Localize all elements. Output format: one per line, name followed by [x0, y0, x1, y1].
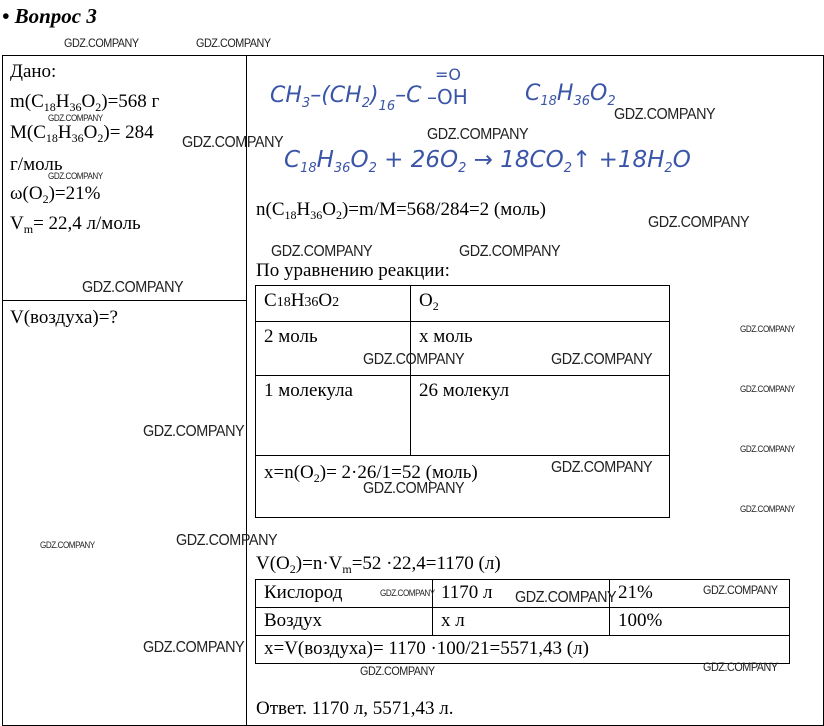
watermark: GDZ.COMPANY — [740, 384, 795, 394]
watermark: GDZ.COMPANY — [40, 540, 95, 550]
watermark: GDZ.COMPANY — [515, 589, 617, 606]
watermark: GDZ.COMPANY — [82, 279, 184, 296]
watermark: GDZ.COMPANY — [271, 243, 373, 260]
svg-text:C18H36O2: $C_{18}H_{36}O_2$ — [525, 81, 616, 109]
table-cell: 21% — [610, 580, 790, 608]
volume-calculation: $V(O_2)=n\cdot V_m=52 \cdot 22,4=1170$ (л) — [256, 553, 501, 576]
given-oxygen-fraction: $\omega(O_2)=21\%$ — [10, 183, 101, 206]
column-divider — [246, 55, 247, 726]
watermark: GDZ.COMPANY — [143, 423, 245, 440]
watermark: GDZ.COMPANY — [360, 664, 435, 678]
table-row — [256, 376, 670, 456]
watermark: GDZ.COMPANY — [459, 243, 561, 260]
table-cell: Кислород — [256, 580, 433, 608]
watermark: GDZ.COMPANY — [48, 171, 103, 181]
watermark: GDZ.COMPANY — [551, 351, 653, 368]
table-cell: 100% — [610, 608, 790, 636]
watermark: GDZ.COMPANY — [648, 214, 750, 231]
watermark: GDZ.COMPANY — [740, 504, 795, 514]
table-cell: x моль — [411, 322, 670, 376]
given-molar-volume: $V_m= 22,4$ л/моль — [10, 213, 141, 236]
watermark: GDZ.COMPANY — [740, 324, 795, 334]
svg-text:C18H36O2 + 26O2 → 18CO2↑ +18H2: $C_{18}H_{36}O_2 + 26O_2$ → $18CO_2↑ +18H_2O$ — [284, 147, 691, 176]
watermark: GDZ.COMPANY — [551, 459, 653, 476]
table-cell: $x=n(O_2)= 2\cdot 26/1=52$ (моль) — [256, 456, 670, 518]
structural-formula-handwritten — [265, 60, 495, 120]
table-cell: 26 молекул — [411, 376, 670, 456]
watermark: GDZ.COMPANY — [703, 583, 778, 597]
watermark: GDZ.COMPANY — [614, 106, 716, 123]
svg-text:CH3–(CH2)16–C: $CH_3-(CH_2)_{16}-C$ — [270, 83, 422, 114]
question-title: • Вопрос 3 — [2, 4, 97, 28]
given-molar-mass: $M(C_{18}H_{36}O_2)= 284$ — [10, 122, 154, 145]
watermark: GDZ.COMPANY — [48, 113, 103, 123]
watermark: GDZ.COMPANY — [380, 588, 435, 598]
watermark: GDZ.COMPANY — [703, 660, 778, 674]
watermark: GDZ.COMPANY — [182, 134, 284, 151]
table-cell: 1170 л — [433, 580, 610, 608]
svg-text:–OH: –OH — [427, 85, 468, 109]
watermark: GDZ.COMPANY — [176, 532, 278, 549]
moles-calculation: $n(C_{18}H_{36}O_2)=m/M=568/284=2$ (моль) — [256, 199, 546, 222]
given-find: V(воздуха)=? — [10, 307, 118, 328]
watermark: GDZ.COMPANY — [740, 444, 795, 454]
table-cell: 1 молекула — [256, 376, 411, 456]
given-divider — [2, 300, 247, 301]
given-molar-mass-unit: г/моль — [10, 154, 63, 175]
table-cell: x=V(воздуха)= 1170 ·100/21=5571,43 (л) — [256, 636, 790, 664]
table-row — [256, 608, 790, 636]
table-cell: x л — [433, 608, 610, 636]
table-cell: Воздух — [256, 608, 433, 636]
table-row — [256, 286, 670, 322]
table-cell: 2 моль — [256, 322, 411, 376]
watermark: GDZ.COMPANY — [143, 639, 245, 656]
by-equation-label: По уравнению реакции: — [256, 260, 450, 281]
answer-line: Ответ. 1170 л, 5571,43 л. — [256, 698, 454, 719]
watermark: GDZ.COMPANY — [363, 351, 465, 368]
watermark: GDZ.COMPANY — [427, 126, 529, 143]
watermark: GDZ.COMPANY — [196, 36, 271, 50]
svg-text:=O: =O — [435, 65, 461, 84]
given-mass: $m(C_{18}H_{36}O_2)=568$ г — [10, 91, 160, 114]
table-cell: C18H36O2 — [256, 286, 411, 322]
watermark: GDZ.COMPANY — [363, 480, 465, 497]
table-cell: $O_2$ — [411, 286, 670, 322]
given-header: Дано: — [10, 61, 57, 82]
watermark: GDZ.COMPANY — [64, 36, 139, 50]
